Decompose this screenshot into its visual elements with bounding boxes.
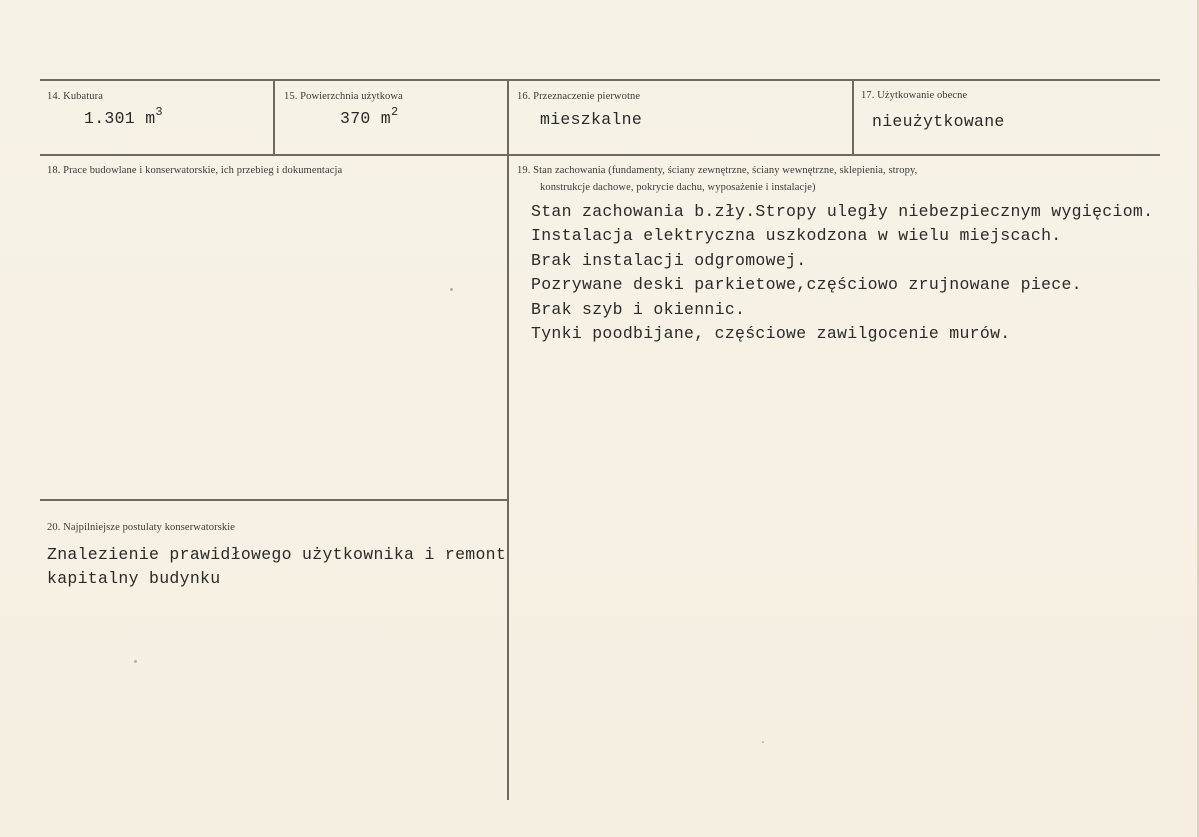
- field-15-label: 15. Powierzchnia użytkowa: [284, 91, 403, 102]
- field-14-unit-sup: 3: [155, 105, 163, 119]
- field-19-text: [531, 200, 1153, 346]
- row-divider-18-20: [40, 499, 508, 501]
- condition-line: Tynki poodbijane, częściowe zawilgocenie murów.: [531, 324, 1011, 344]
- col-divider-16-17: [852, 80, 854, 155]
- field-14-value: [84, 105, 163, 128]
- paper-speck: [762, 741, 764, 743]
- field-15-value-text: 370 m: [340, 109, 392, 128]
- postulate-line: Znalezienie prawidłowego użytkownika i remont: [47, 545, 507, 564]
- top-rule: [40, 79, 1160, 81]
- field-15-value: [340, 105, 399, 128]
- paper-speck: [450, 288, 453, 291]
- condition-line: Stan zachowania b.zły.Stropy uległy niebezpiecznym wygięciom.: [531, 202, 1154, 221]
- field-16-label: 16. Przeznaczenie pierwotne: [517, 91, 641, 102]
- field-17-label: 17. Użytkowanie obecne: [861, 90, 968, 101]
- condition-line: Brak szyb i okiennic.: [531, 299, 746, 319]
- row-divider-1: [40, 154, 1160, 156]
- field-17-value: nieużytkowane: [872, 112, 1005, 131]
- col-divider-14-15: [273, 80, 275, 155]
- condition-line: Pozrywane deski parkietowe,częściowo zrujnowane piece.: [531, 275, 1082, 295]
- col-divider-main: [507, 80, 509, 800]
- field-20-text: [47, 543, 506, 592]
- field-20-label: 20. Najpilniejsze postulaty konserwatorskie: [47, 522, 236, 533]
- condition-line: Instalacja elektryczna uszkodzona w wielu miejscach.: [531, 226, 1062, 246]
- field-14-value-text: 1.301 m: [84, 109, 156, 128]
- field-19-label-line-2: konstrukcje dachowe, pokrycie dachu, wyposażenie i instalacje): [540, 182, 816, 193]
- field-16-value: mieszkalne: [540, 110, 643, 129]
- postulate-line: kapitalny budynku: [47, 569, 221, 589]
- field-15-unit-sup: 2: [391, 105, 399, 119]
- field-18-label: 18. Prace budowlane i konserwatorskie, ich przebieg i dokumentacja: [47, 165, 343, 176]
- condition-line: Brak instalacji odgromowej.: [531, 250, 807, 270]
- field-19-label-line-1: 19. Stan zachowania (fundamenty, ściany zewnętrzne, ściany wewnętrzne, sklepienia, stropy,: [517, 165, 918, 176]
- field-14-label: 14. Kubatura: [47, 91, 104, 102]
- paper-speck: [134, 660, 137, 663]
